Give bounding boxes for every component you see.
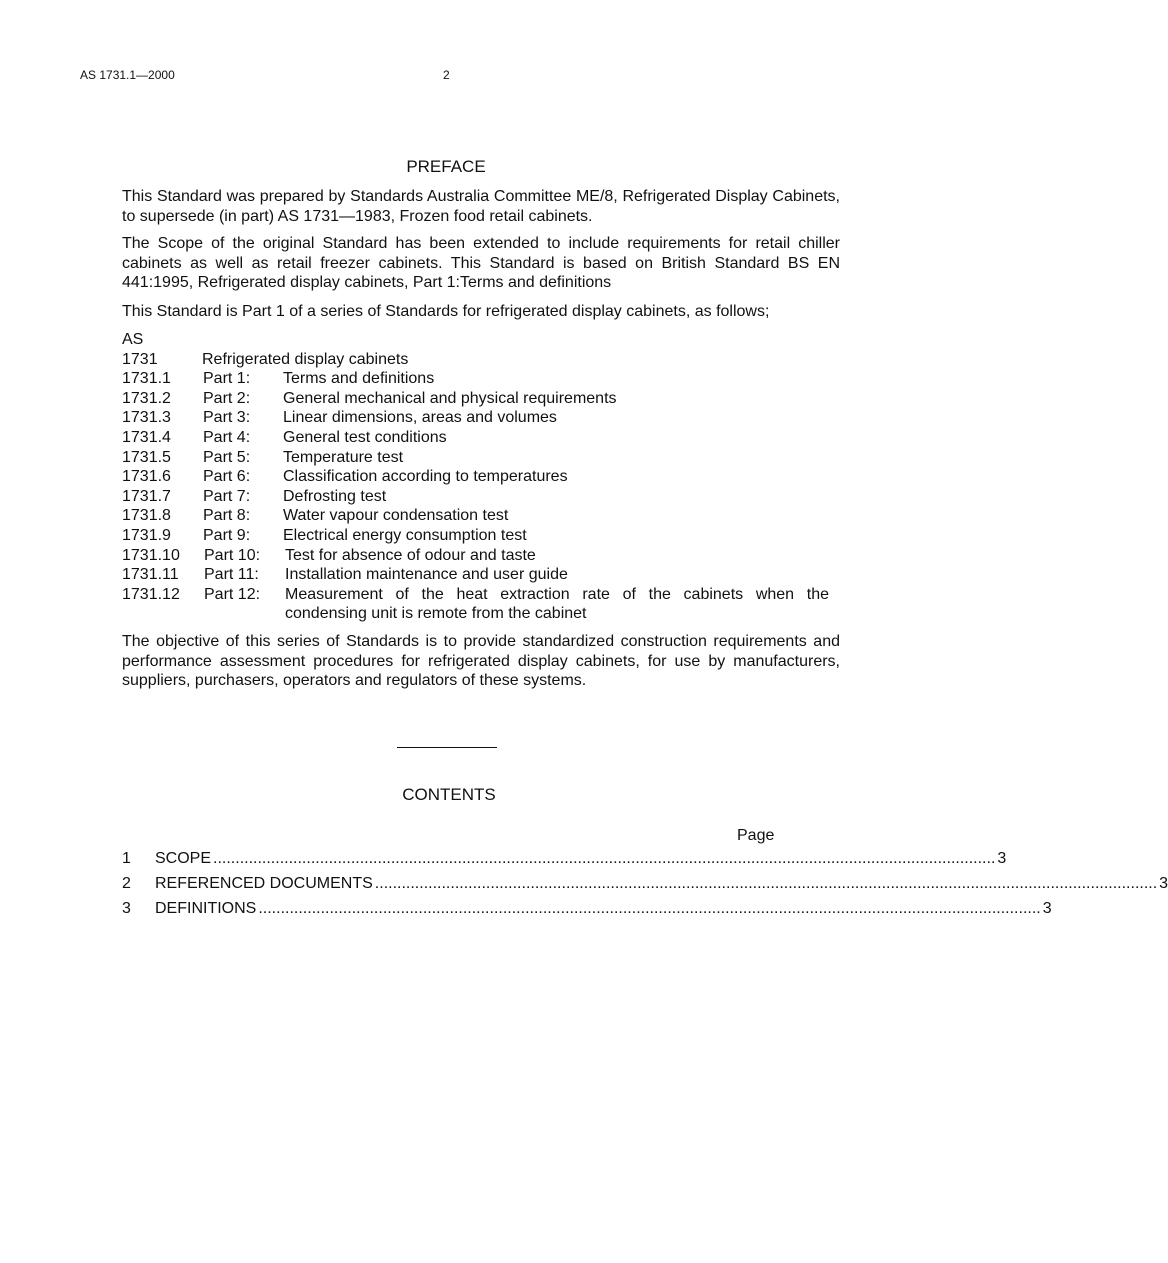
- part-label: Part 12:: [204, 585, 261, 603]
- page-column-header: Page: [737, 827, 775, 844]
- toc-dot-leader: ................................................................................................................................................................................: [213, 850, 996, 867]
- standard-description: Installation maintenance and user guide: [285, 566, 568, 584]
- part-label: Part 5:: [203, 448, 251, 466]
- standard-number: 1731.7: [122, 487, 171, 505]
- standard-number: 1731.12: [122, 585, 180, 603]
- part-label: Part 9:: [203, 526, 251, 544]
- standard-number: 1731.9: [122, 526, 171, 544]
- standard-number: 1731.6: [122, 468, 171, 486]
- document-id: AS 1731.1—2000: [80, 68, 175, 82]
- standard-description: Defrosting test: [283, 487, 387, 505]
- standard-number: 1731.1: [122, 370, 171, 388]
- preface-paragraph-2: [122, 234, 840, 293]
- part-label: Part 3:: [203, 409, 251, 427]
- toc-entry-page[interactable]: 3: [997, 850, 1007, 867]
- standard-description: Refrigerated display cabinets: [202, 350, 409, 368]
- standard-description: General test conditions: [283, 428, 447, 446]
- part-label: Part 7:: [203, 487, 251, 505]
- standard-number: 1731.10: [122, 546, 180, 564]
- preface-paragraph-1-text: This Standard was prepared by Standards Australia Committee ME/8, Refrigerated Display Cabinets, to supersede (in part) AS 1731—1983, Frozen food retail cabinets.: [122, 188, 840, 225]
- standard-number: 1731.4: [122, 428, 171, 446]
- standard-number: 1731.5: [122, 448, 171, 466]
- toc-dot-leader: ................................................................................................................................................................................: [374, 875, 1158, 892]
- standard-description: Temperature test: [283, 448, 404, 466]
- part-label: Part 6:: [203, 468, 251, 486]
- table-of-contents: [122, 850, 1168, 925]
- part-label: Part 10:: [204, 546, 261, 564]
- part-label: Part 8:: [203, 507, 251, 525]
- part-label: Part 4:: [203, 428, 251, 446]
- preface-paragraph-4: [122, 632, 840, 691]
- preface-paragraph-3-text: This Standard is Part 1 of a series of Standards for refrigerated display cabinets, as follows;: [122, 303, 770, 320]
- toc-dot-leader: ................................................................................................................................................................................: [258, 900, 1041, 917]
- standard-description: Test for absence of odour and taste: [285, 546, 536, 564]
- toc-entry-number: 2: [122, 875, 131, 892]
- toc-entry-number: 1: [122, 850, 131, 867]
- toc-entry-label[interactable]: REFERENCED DOCUMENTS: [155, 875, 373, 892]
- contents-heading: CONTENTS: [402, 785, 496, 804]
- preface-paragraph-1: [122, 187, 840, 226]
- series-prefix: AS: [122, 331, 144, 348]
- standard-description: Terms and definitions: [283, 370, 435, 388]
- preface-paragraph-3: [122, 302, 840, 322]
- standard-description: Electrical energy consumption test: [283, 526, 527, 544]
- standard-description: Water vapour condensation test: [283, 507, 509, 525]
- toc-entry[interactable]: [122, 875, 1168, 900]
- toc-entry-page[interactable]: 3: [1159, 875, 1168, 892]
- standard-number: 1731.8: [122, 507, 171, 525]
- toc-entry[interactable]: [122, 900, 1052, 925]
- part-label: Part 11:: [204, 566, 259, 584]
- standard-description: Measurement of the heat extraction rate of the cabinets when the condensing unit is remote from the cabinet: [285, 585, 829, 623]
- toc-entry-label[interactable]: DEFINITIONS: [155, 900, 257, 917]
- standard-number: 1731: [122, 350, 158, 368]
- standard-description: General mechanical and physical requirements: [283, 389, 617, 407]
- toc-entry-number: 3: [122, 900, 131, 917]
- standard-description: Classification according to temperatures: [283, 468, 568, 486]
- part-label: Part 1:: [203, 370, 251, 388]
- toc-entry-label[interactable]: SCOPE: [155, 850, 212, 867]
- toc-entry[interactable]: [122, 850, 1007, 875]
- toc-entry-page[interactable]: 3: [1042, 900, 1052, 917]
- preface-paragraph-2-text: The Scope of the original Standard has been extended to include requirements for retail chiller cabinets as well as retail freezer cabinets. This Standard is based on British Standard BS EN 441:1995, Refrigerated display cabinets, Part 1:Terms and definitions: [122, 235, 840, 292]
- standard-description: Linear dimensions, areas and volumes: [283, 409, 557, 427]
- part-label: Part 2:: [203, 389, 251, 407]
- standard-number: 1731.2: [122, 389, 171, 407]
- standard-number: 1731.11: [122, 566, 179, 584]
- page-number: 2: [443, 68, 450, 82]
- standard-number: 1731.3: [122, 409, 171, 427]
- preface-paragraph-4-text: The objective of this series of Standards is to provide standardized construction requirements and performance assessment procedures for refrigerated display cabinets, for use by manufacturers, suppliers, purchasers, operators and regulators of these systems.: [122, 633, 840, 690]
- preface-heading: PREFACE: [406, 157, 486, 176]
- section-divider: [397, 747, 497, 748]
